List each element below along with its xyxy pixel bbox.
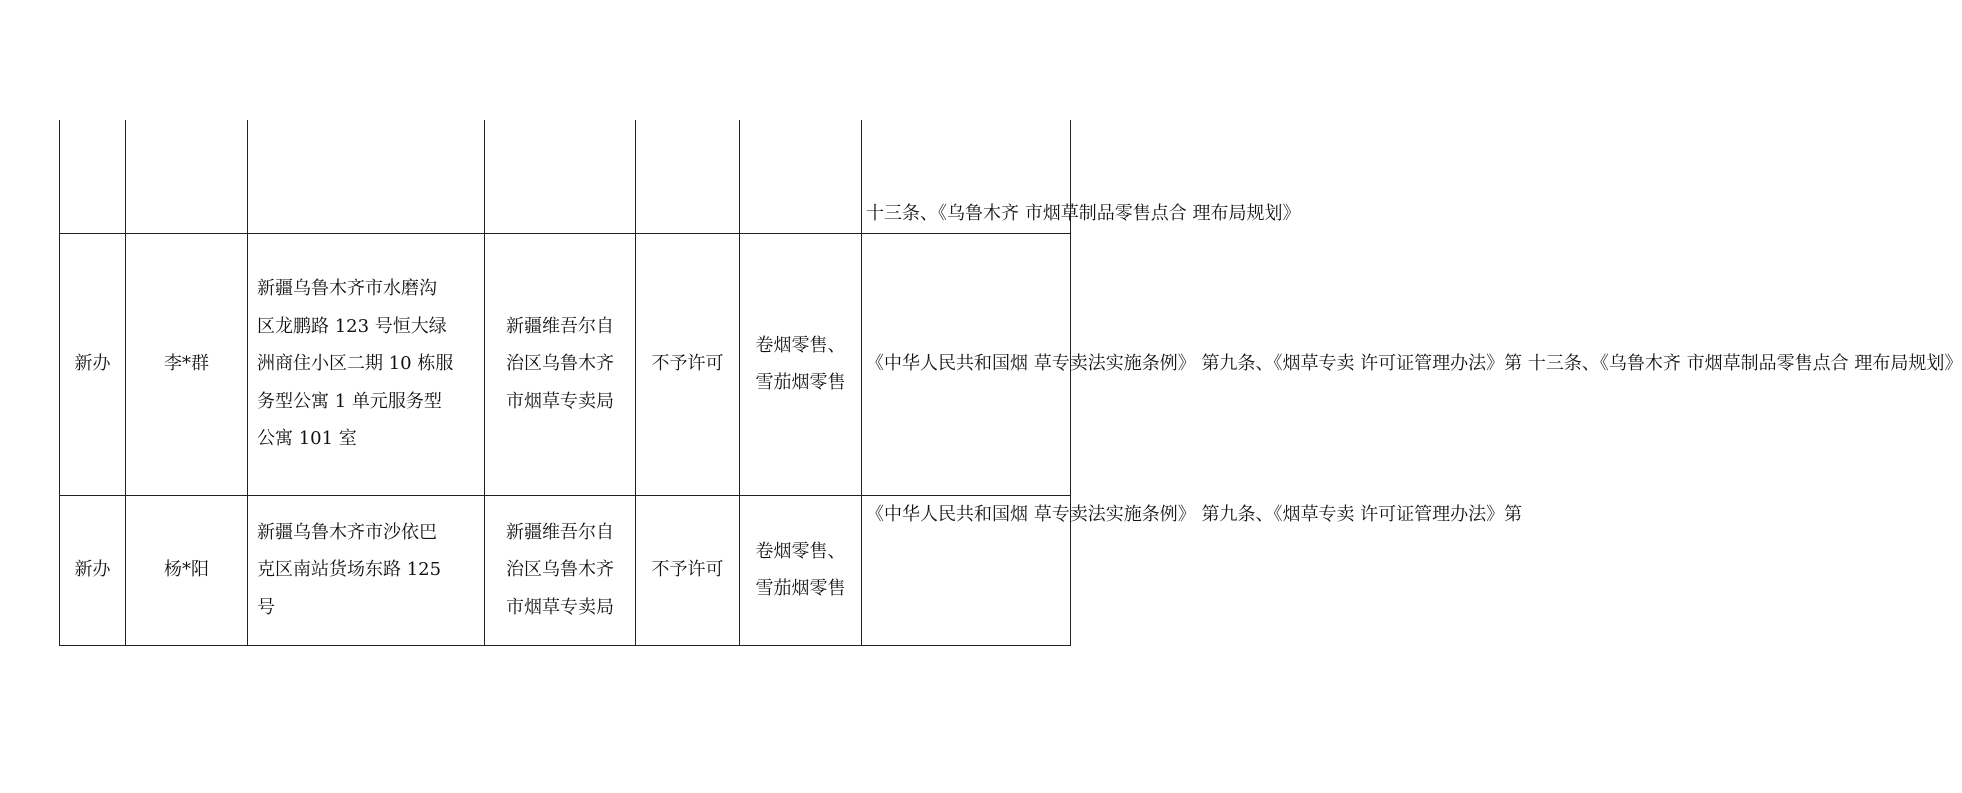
table-row xyxy=(60,233,1071,495)
permit-table xyxy=(59,120,1962,646)
cell-result xyxy=(636,120,740,233)
cell-basis: 《中华人民共和国烟 草专卖法实施条例》 第九条、《烟草专卖 许可证管理办法》第 十三条、《乌鲁木齐 市烟草制品零售点合 理布局规划》 xyxy=(862,233,1071,495)
cell-address: 新疆乌鲁木齐市沙依巴 克区南站货场东路 125 号 xyxy=(248,495,485,645)
cell-type: 新办 xyxy=(60,233,126,495)
cell-type xyxy=(60,120,126,233)
cell-authority xyxy=(485,120,636,233)
cell-name xyxy=(126,120,248,233)
cell-basis: 《中华人民共和国烟 草专卖法实施条例》 第九条、《烟草专卖 许可证管理办法》第 xyxy=(862,495,1071,645)
table-row xyxy=(60,120,1071,233)
cell-scope xyxy=(740,120,862,233)
cell-address xyxy=(248,120,485,233)
cell-result: 不予许可 xyxy=(636,233,740,495)
cell-result: 不予许可 xyxy=(636,495,740,645)
table-row xyxy=(60,495,1071,645)
cell-name: 李*群 xyxy=(126,233,248,495)
cell-scope: 卷烟零售、 雪茄烟零售 xyxy=(740,495,862,645)
cell-authority: 新疆维吾尔自 治区乌鲁木齐 市烟草专卖局 xyxy=(485,233,636,495)
cell-address: 新疆乌鲁木齐市水磨沟 区龙鹏路 123 号恒大绿 洲商住小区二期 10 栋服 务型公寓 1 单元服务型 公寓 101 室 xyxy=(248,233,485,495)
cell-scope: 卷烟零售、 雪茄烟零售 xyxy=(740,233,862,495)
cell-name: 杨*阳 xyxy=(126,495,248,645)
cell-authority: 新疆维吾尔自 治区乌鲁木齐 市烟草专卖局 xyxy=(485,495,636,645)
cell-type: 新办 xyxy=(60,495,126,645)
cell-basis: 十三条、《乌鲁木齐 市烟草制品零售点合 理布局规划》 xyxy=(862,120,1071,233)
